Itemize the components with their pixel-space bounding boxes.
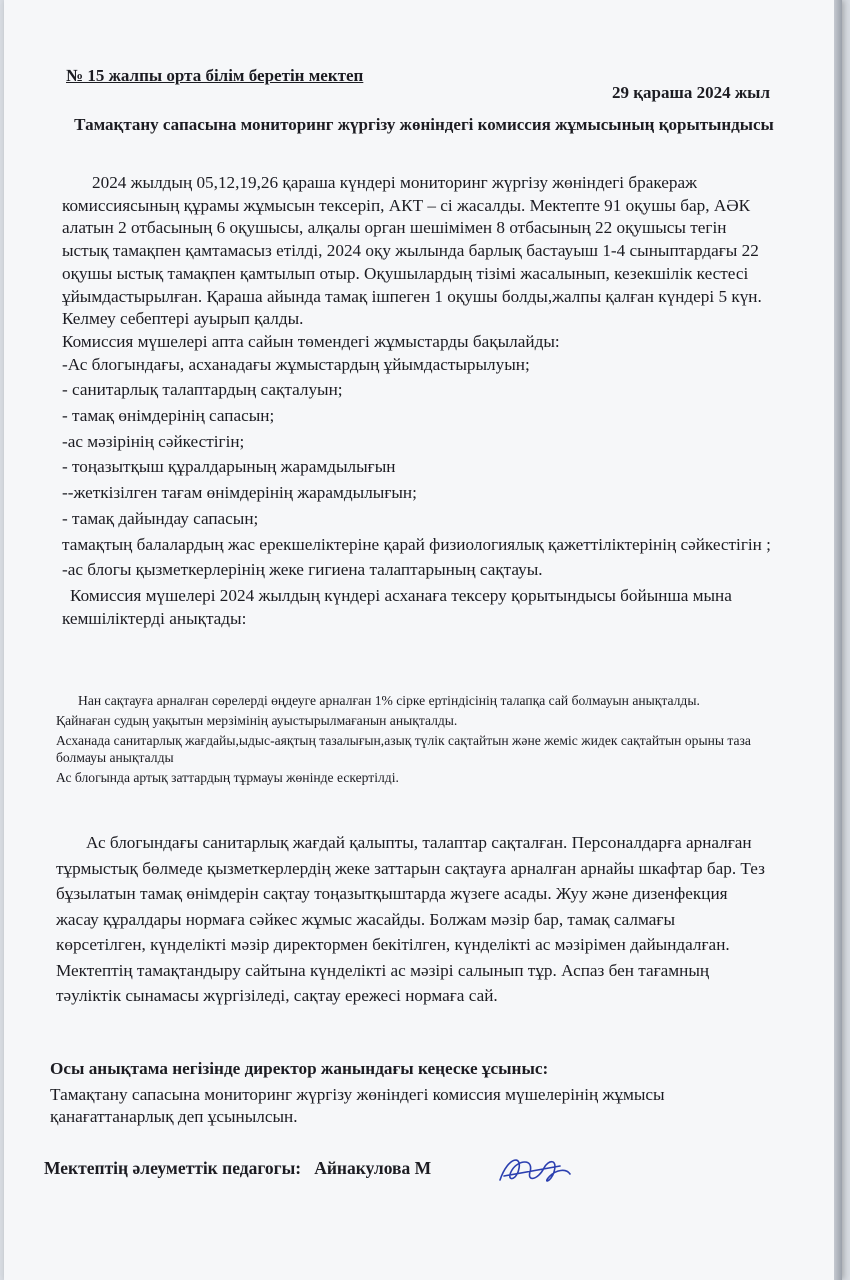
list-item: - тамақ өнімдерінің сапасын; [62,406,275,426]
findings-intro: Комиссия мүшелері 2024 жылдың күндері асханаға тексеру қорытындысы бойынша мына кемшіліктерді анықтады: [62,585,732,628]
conclusion-section [56,830,768,1009]
finding-item: Ас блогында артық заттардың тұрмауы жөнінде ескертілді. [56,770,399,785]
list-item: -Ас блогындағы, асханадағы жұмыстардың ұйымдастырылуын; [62,354,530,374]
findings-list [56,692,766,789]
finding-item: Асханада санитарлық жағдайы,ыдыс-аяқтың тазалығын,азық түлік сақтайтын және жеміс жидек сақтайтын орыны таза болмауы анықталды [56,733,751,765]
finding-item: Нан сақтауға арналған сөрелерді өңдеуге арналған 1% сірке ертіндісінің талапқа сай болмауын анықталды. [78,693,700,708]
list-item: - тоңазытқыш құралдарының жарамдылығын [62,457,396,477]
handwritten-signature-icon [494,1150,574,1192]
list-item: - санитарлық талаптардың сақталуын; [62,380,343,400]
finding-item: Қайнаған судың уақытын мерзімінің ауыстырылмағанын анықталды. [56,713,458,728]
intro-section [62,172,774,630]
proposal-section [50,1058,780,1128]
list-item: -ас блогы қызметкерлерінің жеке гигиена талаптарының сақтауы. [62,560,543,580]
document-date: 29 қараша 2024 жыл [612,83,770,102]
page-edge-shadow [834,0,842,1280]
signature-name: Айнакулова М [314,1158,432,1178]
proposal-text: Тамақтану сапасына мониторинг жүргізу жөніндегі комиссия мүшелерінің жұмысы қанағаттанарлық деп ұсынылсын. [50,1085,665,1126]
monitoring-list [62,354,774,582]
list-item: --жеткізілген тағам өнімдерінің жарамдылығын; [62,483,417,503]
document-page [4,0,842,1280]
proposal-heading: Осы анықтама негізінде директор жанындағы кеңеске ұсыныс: [50,1059,549,1078]
conclusion-paragraph: Ас блогындағы санитарлық жағдай қалыпты, талаптар сақталған. Персоналдарға арналған тұрмыстық бөлмеде қызметкерлердің жеке заттарын сақтауға арналған арнайы шкафтар бар. Тез бұзылатын тамақ өнімдерін сақтау тоңазытқыштарда жүзеге асады. Жуу және дизенфекция жасау құралдары нормаға сәйкес жұмыс жасайды. Болжам мәзір бар, тамақ салмағы көрсетілген, күнделікті мәзір директормен бекітілген, күнделікті ас мәзірімен дайындалған. Мектептің тамақтандыру сайтына күнделікті ас мәзірі салынып тұр. Аспаз бен тағамның тәуліктік сынамасы жүргізіледі, сақтау ережесі нормаға сай. [56,833,765,1005]
monitoring-intro: Комиссия мүшелері апта сайын төмендегі жұмыстарды бақылайды: [62,331,560,351]
school-name: № 15 жалпы орта білім беретін мектеп [66,66,364,85]
list-item: тамақтың балалардың жас ерекшеліктеріне қарай физиологиялық қажеттіліктерінің сәйкестігін ; [62,534,771,554]
list-item: - тамақ дайындау сапасын; [62,508,259,528]
document-title: Тамақтану сапасына мониторинг жүргізу жөніндегі комиссия жұмысының қорытындысы [74,115,774,134]
list-item: -ас мәзірінің сәйкестігін; [62,431,245,451]
signature-line [44,1158,431,1179]
signature-role: Мектептің әлеуметтік педагогы: [44,1158,302,1178]
intro-paragraph: 2024 жылдың 05,12,19,26 қараша күндері мониторинг жүргізу жөніндегі бракераж комиссиясының құрамы жұмысын тексеріп, АКТ – сі жасалды. Мектепте 91 оқушы бар, АӘК алатын 2 отбасының 6 оқушысы, алқалы орган шешімімен 8 отбасының 22 оқушысы тегін ыстық тамақпен қамтамасыз етілді, 2024 оқу жылында барлық бастауыш 1-4 сыныптардағы 22 оқушы ыстық тамақпен қамтылып отыр. Оқушылардың тізімі жасалынып, кезекшілік кестесі ұйымдастырылған. Қараша айында тамақ ішпеген 1 оқушы болды,жалпы қалған күндері 5 күн. Келмеу себептері ауырып қалды. [62,173,762,329]
